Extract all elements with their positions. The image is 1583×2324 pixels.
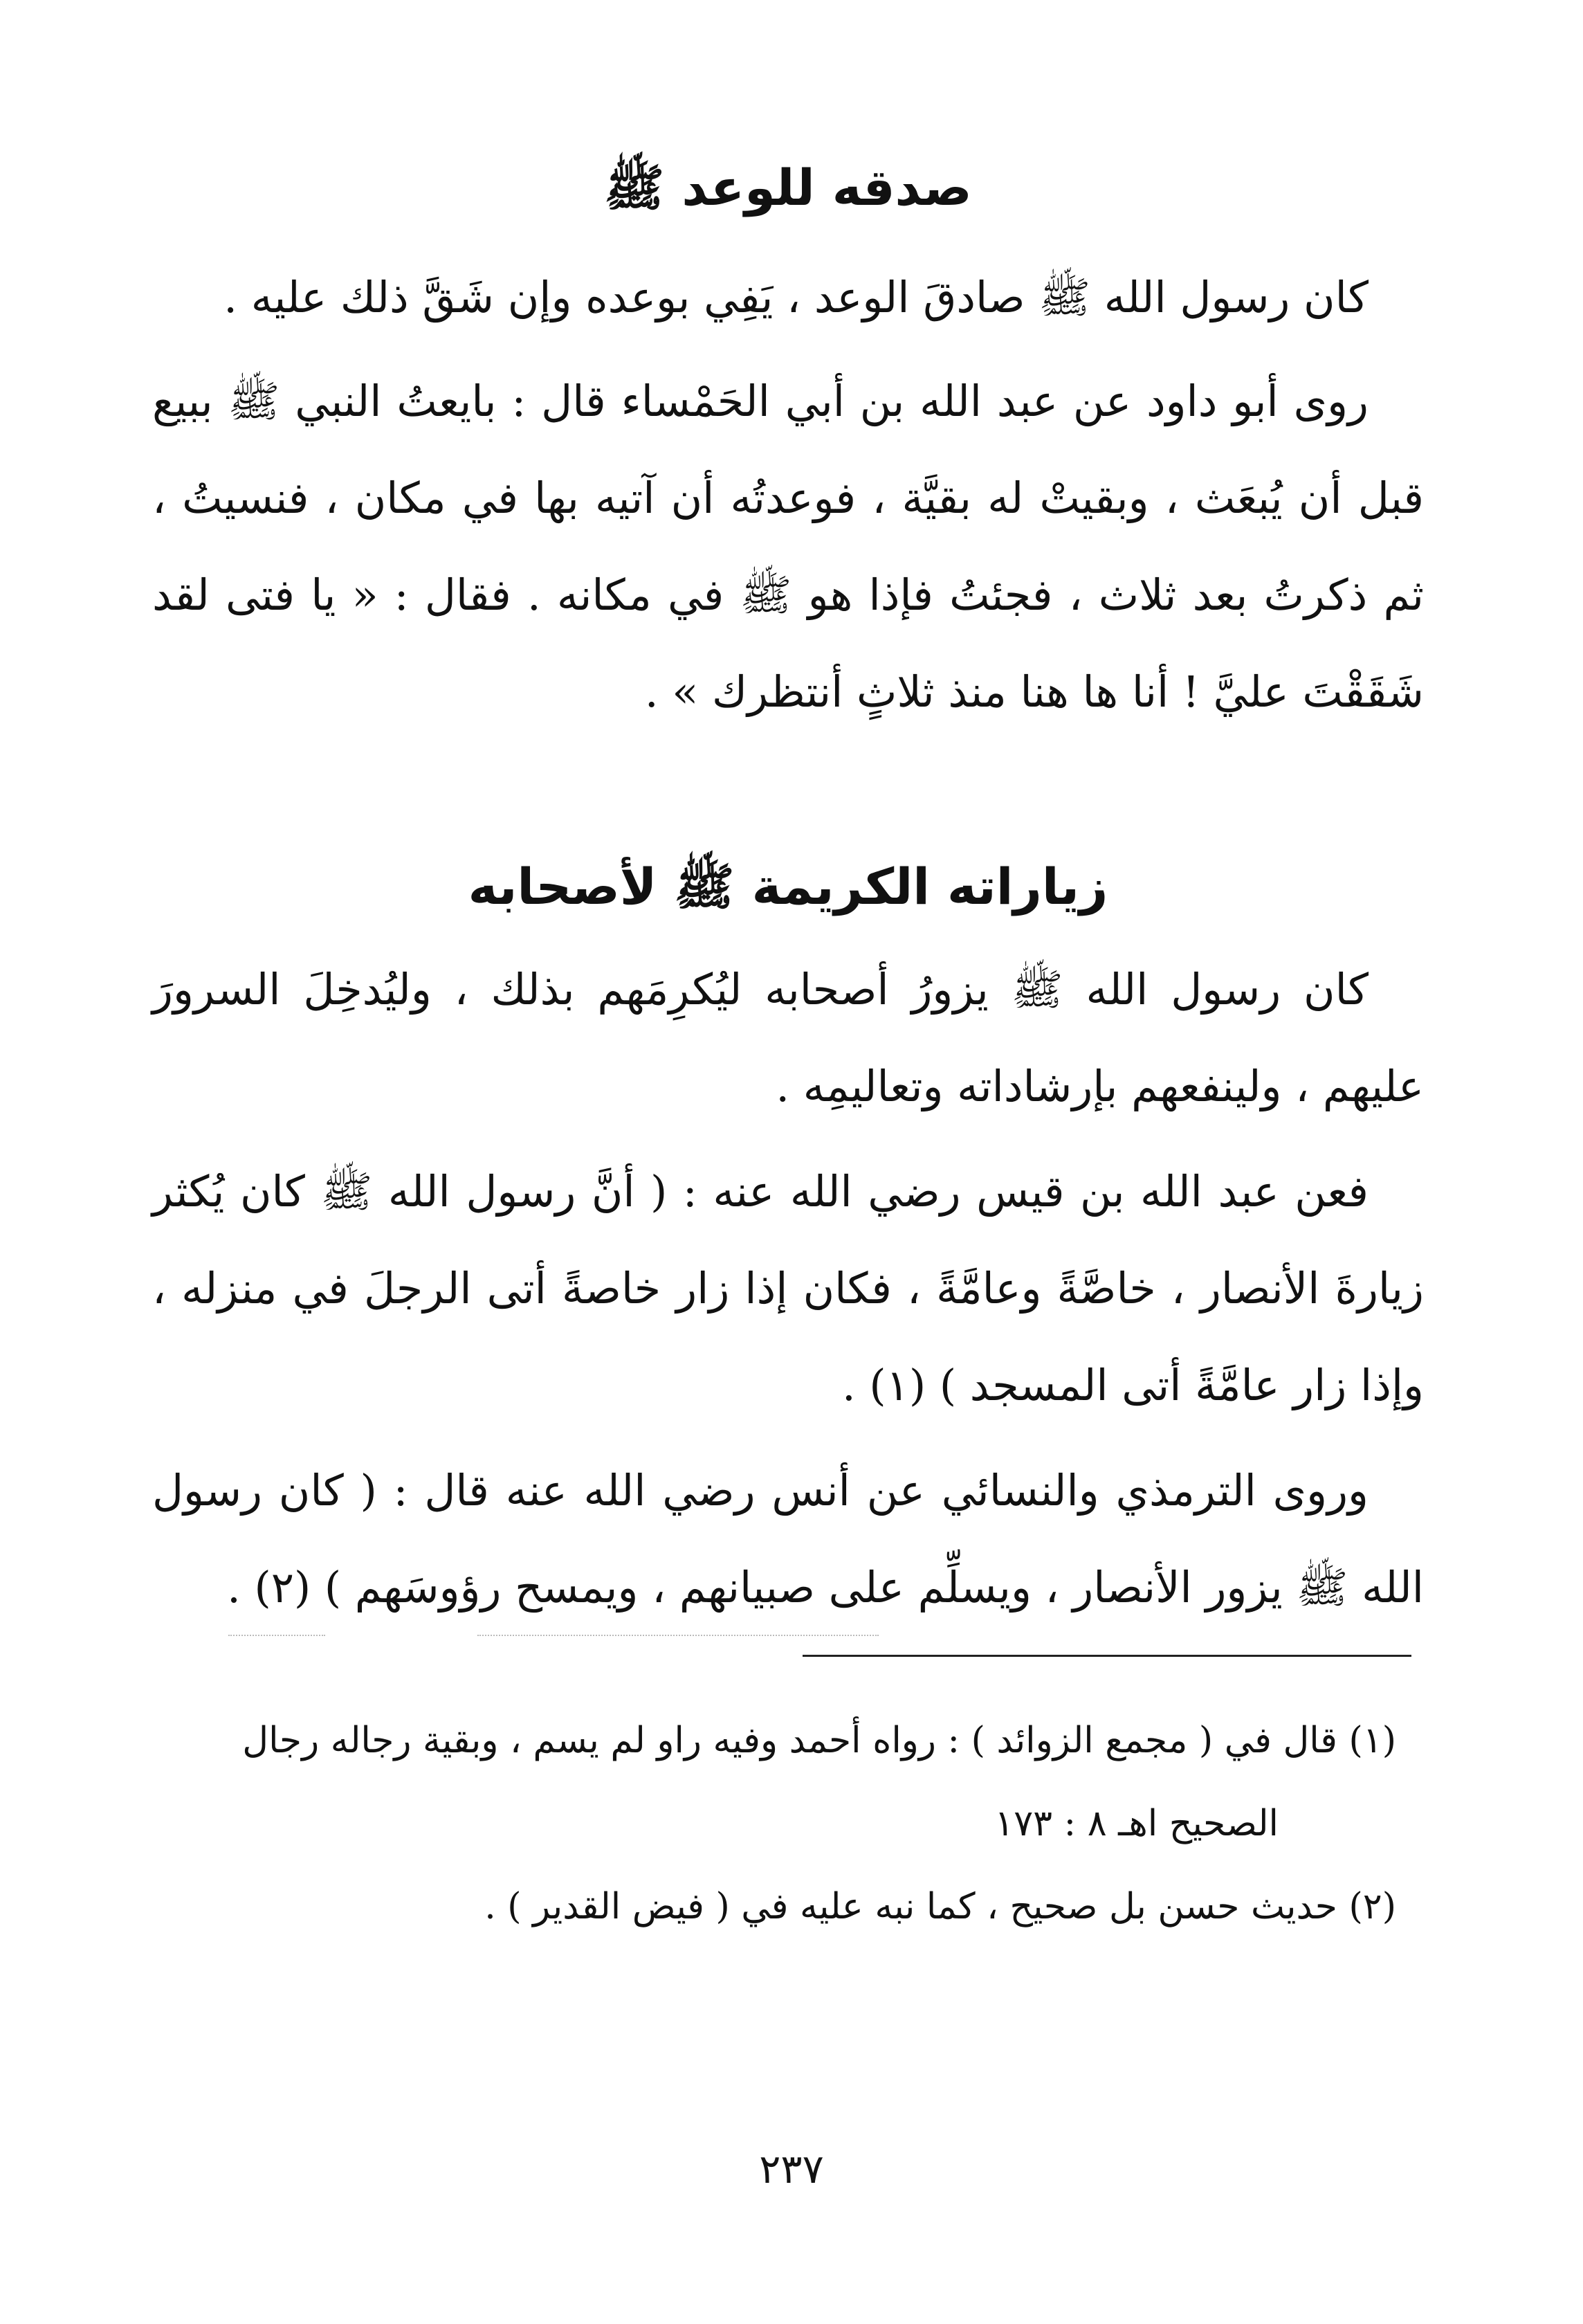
- footnote-1-continuation: الصحيح اهـ ٨ : ١٧٣: [994, 1803, 1279, 1844]
- section-heading-promise: صدقه للوعد ﷺ: [604, 158, 972, 217]
- paragraph-promise-hadith: روى أبو داود عن عبد الله بن أبي الحَمْساء قال : بايعتُ النبي ﷺ ببيع قبل أن يُبعَث ، وبقيتْ له بقيَّة ، فوعدتُه أن آتيه بها في مكان ، فنسيتُ ، ثم ذكرتُ بعد ثلاث ، فجئتُ فإذا هو ﷺ في مكانه . فقال : « يا فتى لقد شَقَقْتَ عليَّ ! أنا ها هنا منذ ثلاثٍ أنتظرك » .: [152, 376, 1424, 717]
- section-heading-visits: زياراته الكريمة ﷺ لأصحابه: [468, 857, 1108, 916]
- paragraph-visits-hadith-2: وروى الترمذي والنسائي عن أنس رضي الله عنه قال : ( كان رسول الله ﷺ يزور الأنصار ، ويسلِّم على صبيانهم ، ويمسح رؤوسَهم ) (٢) .: [152, 1465, 1424, 1613]
- page-number: ٢٣٧: [759, 2145, 824, 2193]
- paragraph-promise-intro: كان رسول الله ﷺ صادقَ الوعد ، يَفِي بوعده وإن شَقَّ ذلك عليه .: [223, 272, 1369, 323]
- scan-artifact: [228, 1635, 325, 1636]
- section-body-visits: [152, 941, 1424, 1636]
- section-body-promise: [152, 249, 1424, 741]
- footnote-2: (٢) حديث حسن بل صحيح ، كما نبه عليه في ( فيض القدير ) .: [484, 1886, 1396, 1927]
- footnote-separator: [803, 1655, 1411, 1657]
- footnote-1: (١) قال في ( مجمع الزوائد ) : رواه أحمد وفيه راو لم يسم ، وبقية رجاله رجال: [242, 1720, 1396, 1761]
- scan-artifact: [477, 1635, 879, 1636]
- paragraph-visits-hadith-1: فعن عبد الله بن قيس رضي الله عنه : ( أنَّ رسول الله ﷺ كان يُكثر زيارةَ الأنصار ، خاصَّةً وعامَّةً ، فكان إذا زار خاصةً أتى الرجلَ في منزله ، وإذا زار عامَّةً أتى المسجد ) (١) .: [152, 1166, 1424, 1410]
- footnotes: [152, 1699, 1396, 1948]
- paragraph-visits-intro: كان رسول الله ﷺ يزورُ أصحابه ليُكرِمَهم بذلك ، وليُدخِلَ السرورَ عليهم ، ولينفعهم بإرشاداته وتعاليمِه .: [152, 964, 1424, 1111]
